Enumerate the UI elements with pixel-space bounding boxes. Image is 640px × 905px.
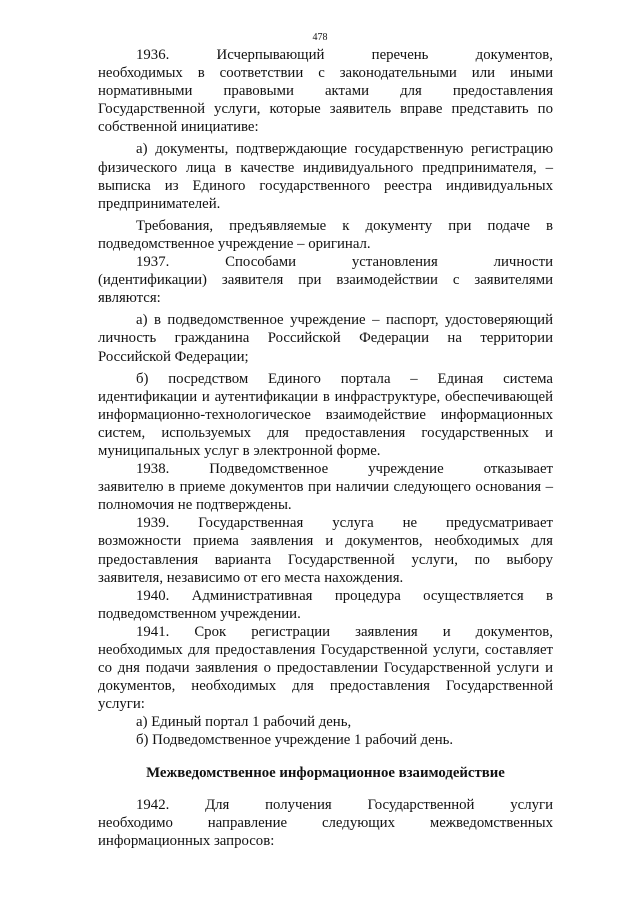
text-line: физического лица в качестве индивидуального предпринимателя, –: [98, 159, 553, 176]
text-line: 1940. Административная процедура осуществляется в: [136, 587, 553, 604]
text-line: заявителя, независимо от его места нахождения.: [98, 569, 404, 586]
text-line: услуги:: [98, 696, 145, 713]
text-line: собственной инициативе:: [98, 119, 259, 136]
text-line: (идентификации) заявителя при взаимодействии с заявителями: [98, 272, 553, 289]
text-line: а) в подведомственное учреждение – паспорт, удостоверяющий: [136, 312, 553, 329]
text-line: возможности приема заявления и документов, необходимых для: [98, 533, 553, 550]
text-line: информационно-технологическое взаимодействие информационных: [98, 406, 553, 423]
text-line: б) Подведомственное учреждение 1 рабочий день.: [136, 732, 454, 749]
text-line: муниципальных услуг в электронной форме.: [98, 442, 381, 459]
text-line: документов, необходимых для предоставления Государственной: [98, 678, 553, 695]
text-line: заявителю в приеме документов при наличии следующего основания –: [98, 479, 553, 496]
text-line: подведомственном учреждении.: [98, 605, 301, 622]
text-line: Требования, предъявляемые к документу при подаче в: [136, 217, 553, 234]
text-line: 1939. Государственная услуга не предусматривает: [136, 515, 553, 532]
text-line: со дня подачи заявления о предоставлении Государственной услуги и: [98, 660, 553, 677]
text-line: Государственной услуги, которые заявитель вправе представить по: [98, 101, 553, 118]
text-line: необходимых для предоставления Государственной услуги, составляет: [98, 642, 553, 658]
text-line: предоставления варианта Государственной услуги, по выбору: [98, 551, 553, 568]
text-line: 1937. Способами установления личности: [136, 254, 553, 271]
text-line: являются:: [98, 290, 161, 307]
text-line: необходимо направление следующих межведомственных: [98, 814, 553, 831]
section-heading: Межведомственное информационное взаимодействие: [146, 764, 505, 781]
text-line: систем, используемых для предоставления государственных и: [98, 424, 553, 441]
text-line: 1936. Исчерпывающий перечень документов,: [136, 47, 553, 63]
text-line: 1941. Срок регистрации заявления и документов,: [136, 623, 553, 640]
text-line: нормативными правовыми актами для предоставления: [98, 83, 553, 100]
text-line: личность гражданина Российской Федерации на территории: [98, 330, 553, 347]
text-line: б) посредством Единого портала – Единая система: [136, 370, 553, 387]
text-line: выписка из Единого государственного реестра индивидуальных: [98, 177, 553, 194]
text-line: необходимых в соответствии с законодательными или иными: [98, 65, 553, 82]
text-line: предпринимателей.: [98, 195, 221, 212]
text-line: а) Единый портал 1 рабочий день,: [136, 714, 352, 731]
text-line: а) документы, подтверждающие государственную регистрацию: [136, 141, 553, 158]
text-line: Российской Федерации;: [98, 348, 249, 365]
text-line: информационных запросов:: [98, 832, 275, 849]
text-line: подведомственное учреждение – оригинал.: [98, 235, 371, 252]
text-line: 1942. Для получения Государственной услуги: [136, 796, 553, 813]
page-number: 478: [312, 32, 328, 43]
text-line: полномочия не подтверждены.: [98, 497, 292, 514]
text-line: 1938. Подведомственное учреждение отказывает: [136, 461, 553, 478]
text-line: идентификации и аутентификации в инфраструктуре, обеспечивающей: [98, 388, 553, 405]
document-body: [98, 46, 553, 850]
